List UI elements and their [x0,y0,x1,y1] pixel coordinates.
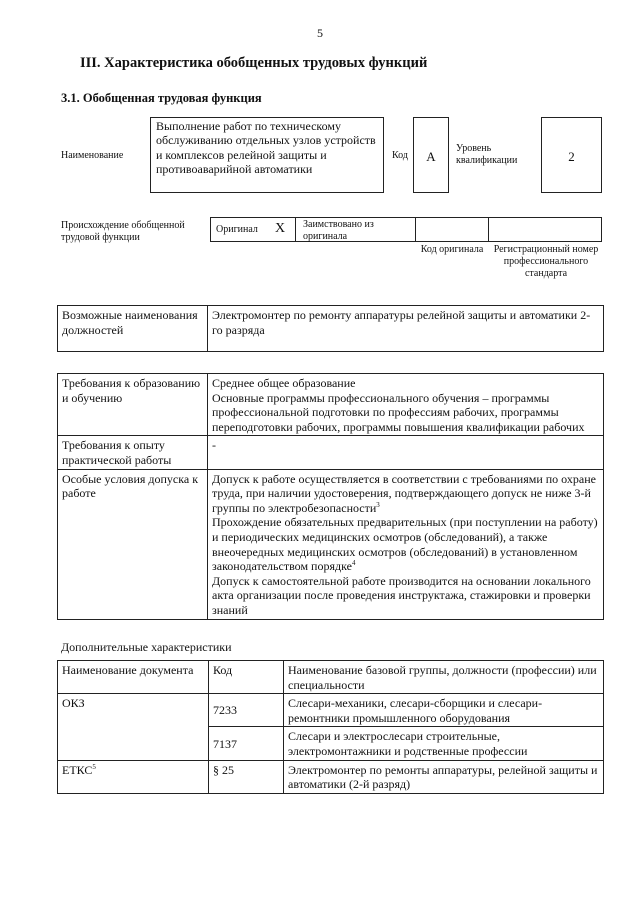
conditions-paragraph-1: Допуск к работе осуществляется в соответствии с требованиями по охране труда, при наличии удостоверения, подтверждающего допуск не ниже 3-й группы по электробезопасности [212,471,596,515]
level-label: Уровень квалификации [456,143,518,166]
subsection-title: 3.1. Обобщенная трудовая функция [61,91,262,105]
etks-code: § 25 [209,760,284,793]
education-label: Требования к образованию и обучению [58,374,208,436]
borrowed-label: Заимствовано из оригинала [303,219,374,242]
function-name-box [150,117,384,193]
conditions-value [208,469,604,619]
conditions-paragraph-2: Прохождение обязательных предварительных (при поступлении на работу) и периодических медицинских осмотров (обследований), а также внеочередных медицинских осмотров (обследований) в установленном законодательством порядке [212,515,598,574]
code-box [413,117,449,193]
conditions-paragraph-3: Допуск к самостоятельной работе производится на основании локального акта организации после проведения инструктажа, стажировки и проверки знаний [212,573,591,617]
header-group: Наименование базовой группы, должности (профессии) или специальности [284,661,604,694]
okz-code-1: 7233 [209,694,284,727]
reg-number-caption: Регистрационный номер профессионального стандарта [493,244,599,279]
conditions-label: Особые условия допуска к работе [58,469,208,619]
header-code: Код [209,661,284,694]
positions-table [57,305,604,352]
level-box [541,117,602,193]
code-label: Код [392,150,408,161]
experience-value: - [208,436,604,469]
level-value: 2 [568,149,575,164]
footnote-ref-4: 4 [351,559,356,568]
etks-label: ЕТКС [62,762,93,777]
original-label: Оригинал [216,224,258,235]
experience-label: Требования к опыту практической работы [58,436,208,469]
section-title: III. Характеристика обобщенных трудовых функций [80,55,428,71]
origin-table [210,217,602,242]
code-original-caption: Код оригинала [420,244,484,255]
okz-name-1: Слесари-механики, слесари-сборщики и слесари-ремонтники промышленного оборудования [284,694,604,727]
function-name-value: Выполнение работ по техническому обслуживанию отдельных узлов устройств и комплексов релейной защиты и противоаварийной автоматики [156,119,376,177]
footnote-ref-5: 5 [92,762,96,771]
original-mark: X [275,221,286,236]
origin-label: Происхождение обобщенной трудовой функции [61,220,185,243]
positions-label: Возможные наименования должностей [58,306,208,352]
requirements-table [57,373,604,620]
header-document: Наименование документа [58,661,209,694]
positions-value: Электромонтер по ремонту аппаратуры релейной защиты и автоматики 2-го разряда [208,306,604,352]
footnote-ref-3: 3 [376,500,380,509]
okz-code-2: 7137 [209,727,284,760]
additional-table [57,660,604,794]
code-value: A [426,149,436,164]
okz-name-2: Слесари и электрослесари строительные, электромонтажники и родственные профессии [284,727,604,760]
additional-title: Дополнительные характеристики [61,640,232,654]
education-value: Среднее общее образование Основные программы профессионального обучения – программы профессиональной подготовки по профессиям рабочих, программы переподготовки рабочих, программы повышения квалификации рабочих [208,374,604,436]
name-label: Наименование [61,150,124,161]
okz-label: ОКЗ [58,694,209,760]
etks-cell [58,760,209,793]
page-number: 5 [317,26,323,40]
etks-name: Электромонтер по ремонты аппаратуры, релейной защиты и автоматики (2-й разряд) [284,760,604,793]
